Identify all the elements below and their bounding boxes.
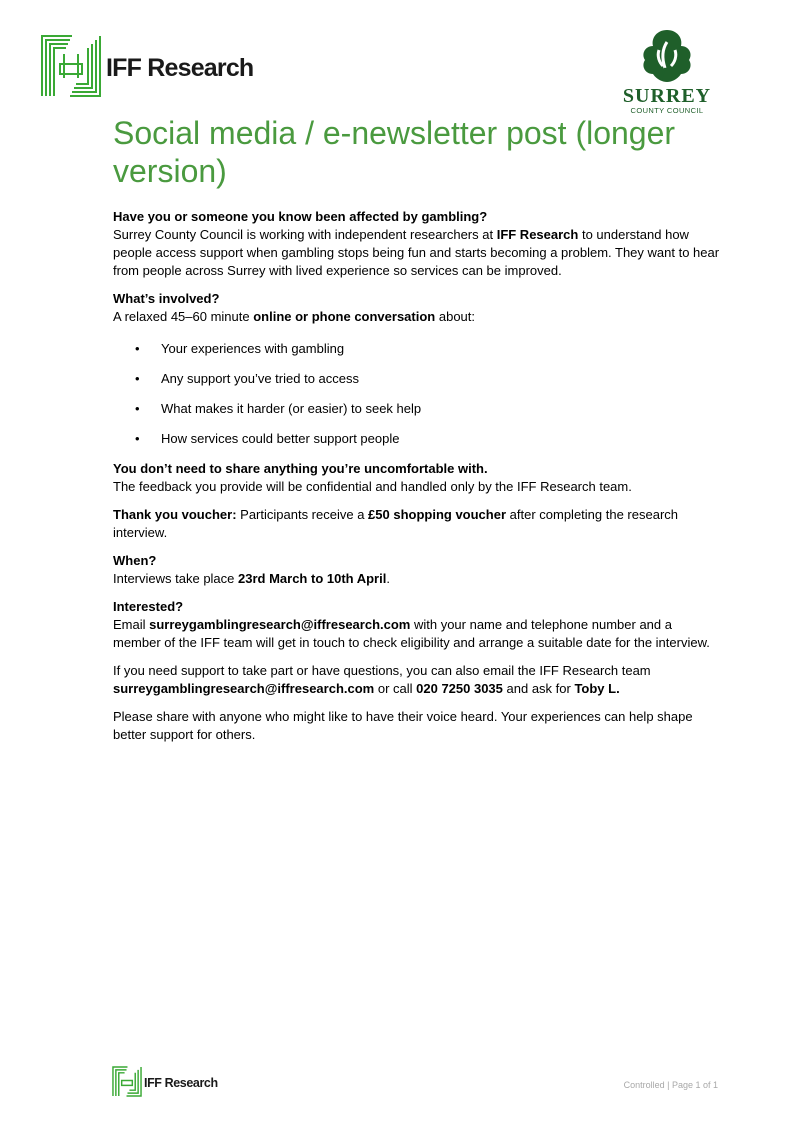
iff-logo-text: IFF Research	[106, 53, 254, 82]
involved-heading: What’s involved?	[113, 291, 220, 306]
oak-leaf-icon	[635, 28, 699, 84]
surrey-county-council-logo	[616, 28, 718, 115]
voucher-text-before: Participants receive a	[236, 507, 369, 522]
list-item: • What makes it harder (or easier) to seek help	[113, 400, 723, 418]
involved-section	[113, 290, 723, 326]
support-contact: Toby L.	[574, 681, 620, 696]
voucher-label: Thank you voucher:	[113, 507, 237, 522]
intro-text-after: to understand how people access support when gambling stops being fun and starts becoming a problem. They want to hear from people across Surrey with lived experience so services can be improved.	[113, 227, 720, 278]
footer-iff-logo	[112, 1066, 218, 1097]
when-text-after: .	[386, 571, 390, 586]
intro-heading: Have you or someone you know been affected by gambling?	[113, 209, 488, 224]
iff-research-logo	[40, 34, 253, 98]
comfort-heading: You don’t need to share anything you’re uncomfortable with.	[113, 461, 488, 476]
involved-text-before: A relaxed 45–60 minute	[113, 309, 254, 324]
when-section	[113, 552, 723, 588]
comfort-section	[113, 460, 723, 496]
voucher-text-after: after completing the research interview.	[113, 507, 679, 540]
when-text-before: Interviews take place	[113, 571, 239, 586]
iff-logo-mark-icon	[112, 1066, 142, 1097]
support-text-mid2: and ask for	[502, 681, 575, 696]
interested-heading: Interested?	[113, 599, 184, 614]
interested-text-before: Email	[113, 617, 150, 632]
list-item: • How services could better support people	[113, 430, 723, 448]
support-text-mid: or call	[374, 681, 417, 696]
surrey-logo-sub: COUNTY COUNCIL	[630, 106, 704, 115]
when-heading: When?	[113, 553, 157, 568]
support-phone: 020 7250 3035	[416, 681, 503, 696]
intro-section	[113, 208, 723, 280]
when-dates: 23rd March to 10th April	[238, 571, 387, 586]
intro-org: IFF Research	[496, 227, 579, 242]
interested-section	[113, 598, 723, 652]
surrey-logo-name: SURREY	[622, 85, 712, 107]
interested-text-after: with your name and telephone number and a member of the IFF team will get in touch to check eligibility and arrange a suitable date for the interview.	[113, 617, 710, 650]
iff-logo-mark-icon	[40, 34, 102, 98]
list-item: • Any support you’ve tried to access	[113, 370, 723, 388]
voucher-amount: £50 shopping voucher	[368, 507, 507, 522]
comfort-text: The feedback you provide will be confidential and handled only by the IFF Research team.	[113, 479, 632, 494]
footer-status: Controlled | Page 1 of 1	[623, 1080, 718, 1090]
footer-logo-text: IFF Research	[144, 1075, 218, 1090]
support-section	[113, 662, 723, 698]
page-title: Social media / e-newsletter post (longer version)	[113, 115, 676, 189]
voucher-section	[113, 506, 723, 542]
involved-emphasis: online or phone conversation	[253, 309, 436, 324]
interested-email-link[interactable]: surreygamblingresearch@iffresearch.com	[149, 617, 411, 632]
list-item: • Your experiences with gambling	[113, 340, 723, 358]
involved-text-after: about:	[435, 309, 476, 324]
document-body	[113, 114, 723, 754]
intro-text-before: Surrey County Council is working with independent researchers at	[113, 227, 497, 242]
support-text-before: If you need support to take part or have questions, you can also email the IFF Research team	[113, 663, 651, 678]
support-email-link[interactable]: surreygamblingresearch@iffresearch.com	[113, 681, 375, 696]
involved-bullet-list	[113, 340, 723, 448]
closing-text: Please share with anyone who might like to have their voice heard. Your experiences can help shape better support for others.	[113, 709, 693, 742]
